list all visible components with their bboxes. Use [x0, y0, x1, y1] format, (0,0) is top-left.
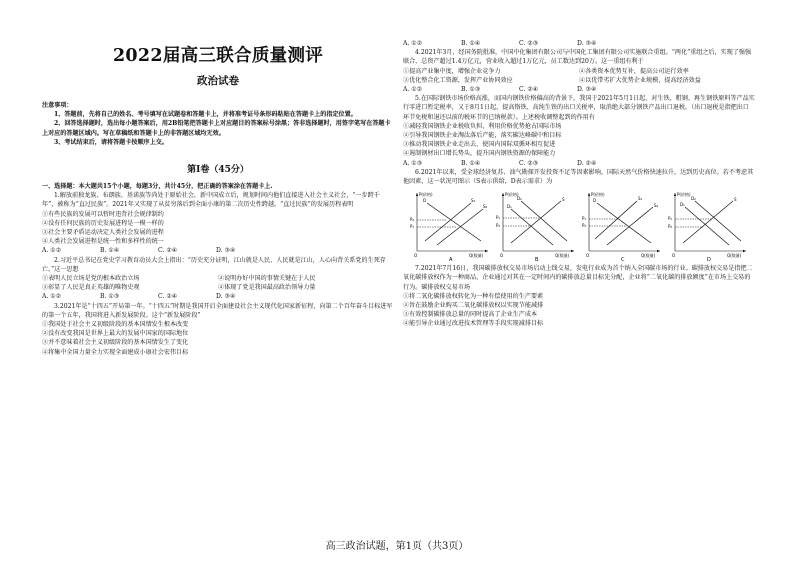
exam-subtitle: 政治试卷 — [197, 75, 239, 87]
svg-text:O: O — [500, 253, 504, 259]
question-4 — [403, 48, 755, 94]
answer-choice: A. ①② — [42, 293, 62, 301]
graph-letter: C — [621, 257, 625, 263]
notice-heading: 注意事项： — [42, 102, 73, 109]
notice-item: 1、答题前，先将自己的姓名、考号填写在试题卷和答题卡上，并将准考证号条形码粘贴在答题卡上的指定位置。 — [54, 111, 357, 119]
graph-letter: D — [707, 257, 711, 263]
answer-choice: D. ③④ — [577, 86, 597, 94]
question-stem: 1.解放前独龙族、布朗族、基诺族等尚处于原始社会，新中国成立后，规划时间内他们直接进入社会主义社会，“一步跨千年”，被称为“直过民族”。2021年又实现了从贫穷落后到全面小康的第二次历史性跨越。“直过民族”的发展历程表明 — [42, 192, 380, 209]
option-row — [403, 76, 755, 85]
graph-b — [495, 189, 578, 262]
curve-label: D — [423, 198, 427, 204]
answer-choice: A. ①② — [403, 40, 423, 47]
option-row — [403, 67, 755, 76]
curve-label: S — [562, 197, 565, 203]
curve-label: S₂ — [654, 203, 659, 209]
question-option: ④人类社会发展进程是统一性和多样性的统一 — [42, 238, 164, 246]
question-option: ②旨在鼓励企业购买二氧化碳排放权以实现节能减排 — [403, 302, 544, 310]
answer-choice: C. ②④ — [519, 86, 539, 94]
option-row — [42, 274, 394, 283]
curve-label: S — [734, 197, 737, 203]
answer-choices — [42, 292, 394, 301]
answer-choices — [403, 159, 755, 168]
question-3 — [42, 302, 394, 357]
question-option: ①将二氧化碳排放权转化为一种有偿使用的生产要素 — [403, 292, 544, 300]
answer-choices — [403, 39, 755, 48]
question-1 — [42, 191, 394, 255]
price-label: P₂ — [582, 223, 587, 229]
section-instruction: 一、选择题：本大题共15个小题，每题3分，共计45分，把正确的答案涂在答题卡上. — [42, 183, 273, 191]
answer-choices — [403, 85, 755, 94]
curve-label: S₁ — [638, 196, 643, 202]
exam-title: 2022届高三联合质量测评 — [112, 46, 324, 66]
question-option: ④以优带劣扩大优势企业规模，提高经济效益 — [579, 76, 701, 84]
price-label: P₁ — [410, 224, 415, 230]
question-option: ③彰显了人民是真正英雄的唯物史观 — [42, 284, 140, 292]
answer-choice: C. ②④ — [158, 293, 178, 301]
question-stem: 4.2021年3月，经国务院批准，中国中化集团有限公司与中国化工集团有限公司实施联合重组。“两化”重组之后，实现了强强联合，总资产超过1.4万亿元，营业收入超过1万亿元，员工数达到20万。这一重组有利于 — [403, 49, 752, 66]
answer-choice: C. ②④ — [158, 247, 178, 255]
question-stem: 3.2021年是“十四五”开局第一年。“十四五”时期是我国开启全面建设社会主义现代化国家新征程，向第二个百年奋斗目标进军的第一个五年，我国将进入新发展阶段。这个“新发展阶段” — [42, 302, 393, 319]
question-2 — [42, 256, 394, 302]
x-axis-label: Q(数量) — [727, 253, 742, 259]
graph-d — [667, 189, 750, 262]
answer-choice: D. ③④ — [216, 293, 236, 301]
answer-choices — [42, 246, 394, 255]
answer-choice: A. ①② — [403, 86, 423, 94]
graph-letter: B — [535, 257, 539, 263]
answer-choice: D. ③④ — [577, 40, 597, 47]
question-option: ①提高产业集中度，增强企业竞争力 — [403, 67, 501, 75]
supply-demand-graphs — [409, 189, 755, 262]
question-option: ②引导我国钢铁企业淘汰落后产能，落实碳达峰碳中和目标 — [403, 132, 562, 140]
question-option: ②说明办好中国的事情关键在于人民 — [218, 275, 316, 283]
question-option: ①减轻我国钢铁企业税收负担，利用价格优势抢占国际市场 — [403, 122, 562, 130]
question-option: ③优化整合化工资源，发挥产业协同效应 — [403, 76, 513, 84]
question-option: ④将集中全国力量全力实现全面建成小康社会宏伟目标 — [42, 348, 189, 356]
y-axis-label: P(价格) — [419, 192, 433, 198]
svg-text:O: O — [586, 253, 590, 259]
question-option: ④能引导企业通过改进技术管理等手段实现减排目标 — [403, 320, 544, 328]
curve-label: D₁ — [680, 202, 685, 208]
question-5 — [403, 94, 755, 168]
x-axis-label: Q(数量) — [555, 253, 570, 259]
question-stem: 2.习近平总书记在党史学习教育动员大会上指出：“历史充分证明，江山就是人民，人民就是江山，人心向背关系党的生死存亡。”这一思想 — [42, 256, 386, 273]
curve-label: D₁ — [507, 204, 512, 210]
curve-label: D — [593, 198, 597, 204]
graph-letter: A — [449, 257, 453, 263]
question-stem: 7.2021年7月16日，我国碳排放权交易市场启动上线交易，发电行业成为首个纳入全国碳市场的行业。碳排放权交易是指把二氧化碳排放权作为一种商品，企业通过对其在一定时间内的碳排放总量目标先分配，企业将“二氧化碳的排放额度”在市场上交易的行为。碳排放权交易市场 — [403, 265, 753, 291]
x-axis-label: Q(数量) — [469, 253, 484, 259]
price-label: P₁ — [668, 216, 673, 222]
part-one-title: 第Ⅰ卷（45分） — [187, 165, 249, 176]
svg-text:O: O — [672, 253, 676, 259]
price-label: P₂ — [410, 217, 415, 223]
y-axis-label: P(价格) — [591, 192, 605, 198]
y-axis-label: P(价格) — [505, 192, 519, 198]
notice-item: 3、考试结束后，请将答题卡按顺序上交。 — [54, 138, 168, 146]
question-stem: 5.在国际钢铁市场价格高涨，而国内钢铁价格偏高的背景下，我国于2021年5月1日起，对生铁、粗钢、再生钢铁原料等产品实行零进口暂定税率，又于8月1日起，提高铬铁、高纯生铁的出口关税率，取消绝大部分钢铁产品出口退税。（出口退税是指把出口环节免税和退还以前的税环节的已纳税款）。上述税收调整起到的作用有 — [403, 95, 755, 121]
question-option: ③并不意味着社会主义初级阶段的基本国情发生了变化 — [42, 339, 189, 347]
question-6 — [403, 168, 755, 262]
curve-label: D₂ — [691, 196, 696, 202]
page-footer: 高三政治试题，第1页（共3页） — [325, 541, 469, 552]
price-label: P₂ — [496, 223, 501, 229]
answer-choice: C. ②③ — [519, 40, 539, 47]
question-option: ②没有改变我国是世界上最大的发展中国家的国际地位 — [42, 330, 189, 338]
answer-choice: B. ①③ — [100, 293, 120, 301]
question-option: ③社会主要矛盾运动决定人类社会发展的进程 — [42, 229, 164, 237]
y-axis-label: P(价格) — [677, 192, 691, 198]
question-option: ①有些民族的发展可以暂时违背社会规律制约 — [42, 210, 164, 218]
notice-section — [42, 101, 394, 147]
question-option: ②各类资本优势互补，提高公司运行效率 — [579, 67, 689, 75]
graph-a — [409, 189, 492, 262]
left-column — [42, 0, 394, 357]
answer-choice: B. ①④ — [461, 159, 481, 167]
question-option: ④体现了党是我国最高政治领导力量 — [218, 284, 316, 292]
curve-label: S₂ — [483, 204, 488, 210]
right-column — [403, 0, 755, 329]
question-option: ③有效控制碳排放总量的同时提高了企业生产成本 — [403, 311, 538, 319]
price-label: P₁ — [496, 215, 501, 221]
answer-choice: D. ③④ — [216, 247, 236, 255]
notice-item: 2、回答选择题时，选出每小题答案后，用2B铅笔把答题卡上对应题目的答案标号涂黑；答非选择题时，用签字笔写在答题卡上对应的答题区域内。写在草稿纸和答题卡上的非答题区域均无效。 — [42, 120, 391, 137]
x-axis-label: Q(数量) — [641, 253, 656, 259]
price-label: P₂ — [668, 224, 673, 230]
curve-label: S₁ — [471, 198, 476, 204]
option-row — [42, 283, 394, 292]
answer-choice: B. ①④ — [100, 247, 120, 255]
answer-choice: B. ①④ — [461, 40, 481, 47]
graph-c — [581, 189, 664, 262]
answer-choice: B. ①③ — [461, 86, 481, 94]
answer-choice: D. ②④ — [577, 159, 597, 167]
answer-choice: C. ②③ — [519, 159, 539, 167]
question-option: ①我国处于社会主义初级阶段的基本国情发生根本改变 — [42, 321, 189, 329]
question-7 — [403, 264, 755, 328]
answer-choice: A. ①③ — [403, 159, 423, 167]
question-option: ③推动我国钢铁企业走出去，使国内国际双循环相互促进 — [403, 141, 556, 149]
question-option: ①表明人民立场是党的根本政治立场 — [42, 275, 140, 283]
answer-choice: A. ①② — [42, 247, 62, 255]
question-option: ②没有任何民族的历史发展进程是一模一样的 — [42, 219, 164, 227]
question-option: ④遏制钢材出口增长势头，提升国内钢铁资源的保障能力 — [403, 150, 556, 158]
price-label: P₁ — [582, 216, 587, 222]
curve-label: D₂ — [517, 196, 522, 202]
question-stem: 6.2021年以来，受全球经济复苏、油气勘探开发投资不足等因素影响，国际天然气价格快速拉升，达到历史高位。若不考虑其他因素，这一状况可图示（S表示供给，D表示需求）为 — [403, 168, 754, 186]
svg-text:O: O — [414, 253, 418, 259]
